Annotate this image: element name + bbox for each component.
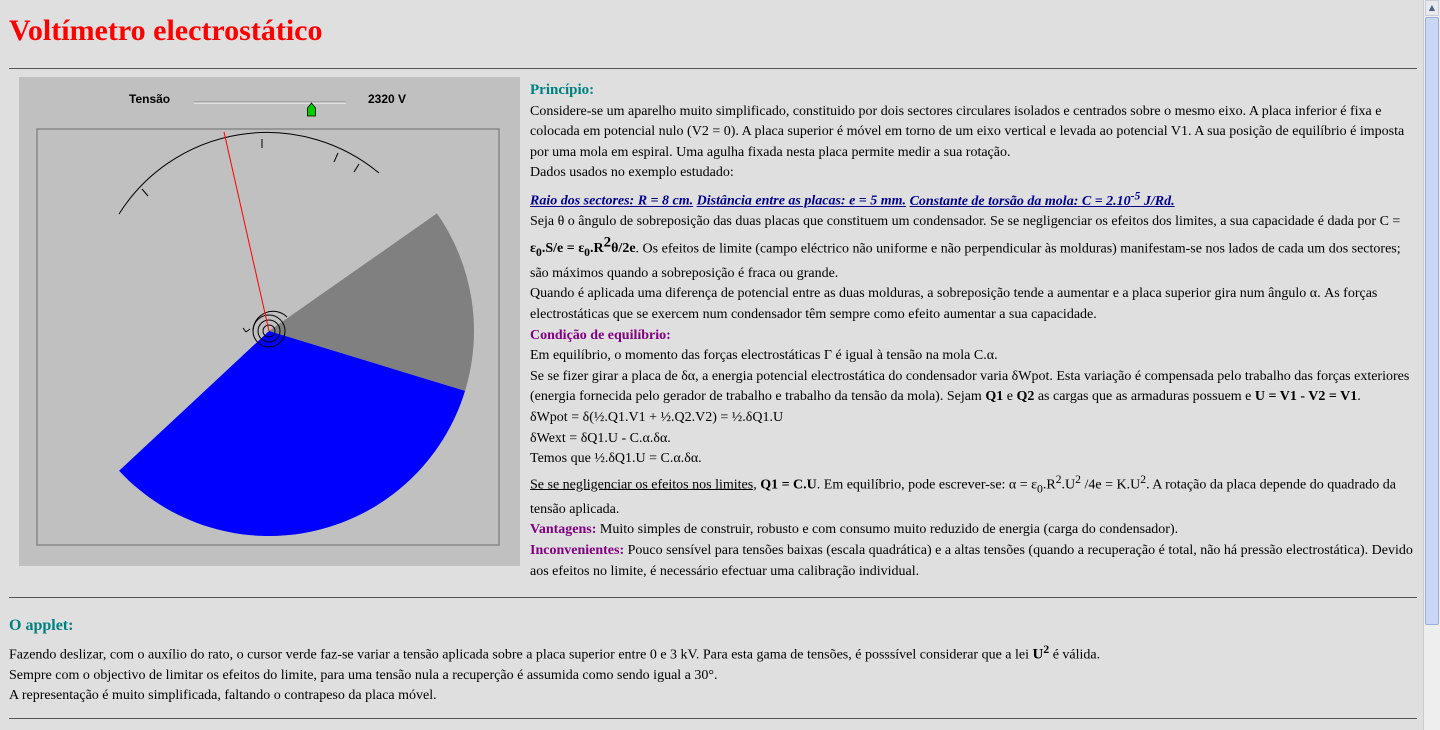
vertical-scrollbar[interactable] — [1423, 0, 1440, 730]
scroll-up-icon[interactable]: ▲ — [1425, 0, 1439, 16]
equation-3: Temos que ½.δQ1.U = C.α.δα. — [530, 451, 702, 467]
equilibrium-heading: Condição de equilíbrio: — [530, 327, 671, 343]
principle-p1: Considere-se um aparelho muito simplificado, constituido por dois sectores circulares isolados e centrados sobre o mesmo eixo. A placa inferior é fixa e colocada em potencial nulo (V2 = 0). A placa superior é móvel em torno de um eixo vertical e levada ao potencial V1. A sua posição de equilíbrio é imposta por uma mola em espiral. Uma agulha fixada nesta placa permite medir a sua rotação. — [530, 103, 1405, 160]
applet-canvas — [19, 77, 520, 566]
applet-section — [9, 616, 1414, 707]
tension-label: Tensão — [129, 92, 171, 106]
data-torsion: Constante de torsão da mola: $C = 2.10^{-5}$ J/Rd. — [909, 188, 1175, 209]
advantages: Vantagens: Muito simples de construir, robusto e com consumo muito reduzido de energia (carga do condensador). — [530, 522, 1179, 538]
applet-p1: Fazendo deslizar, com o auxílio do rato, o cursor verde faz-se variar a tensão aplicada sobre a placa superior entre 0 e 3 kV. Para esta gama de tensões, é posssível considerar que a lei $U^2$ é válida. — [9, 642, 1101, 663]
page-title: Voltímetro electrostático — [9, 14, 323, 47]
data-line — [530, 186, 1415, 212]
data-radius: Raio dos sectores: R = 8 cm. — [530, 193, 694, 209]
divider-bottom — [9, 718, 1417, 719]
principle-p4: Quando é aplicada uma diferença de potencial entre as duas molduras, a sobreposição tende a aumentar e a placa superior gira num ângulo α. As forças electrostáticas que se exercem num condensador têm sempre como efeito aumentar a sua capacidade. — [530, 286, 1378, 323]
applet-p2: Sempre com o objectivo de limitar os efeitos do limite, para uma tensão nula a recuperção é assumida como sendo igual a 30°. — [9, 667, 718, 683]
principle-heading: Princípio: — [530, 82, 595, 98]
voltmeter-applet[interactable] — [19, 77, 520, 566]
principle-p3: Seja θ o ângulo de sobreposição das duas placas que constituem um condensador. Se se negligenciar os efeitos dos limites, a sua capacidade é dada por $C = \varepsilon_0.S/e = \varepsilon_0.R^2\theta/2e$. Os efeitos de limite (campo eléctrico não uniforme e não perpendicular às molduras) manifestam-se nos lados de cada um dos sectores; são máximos quando a sobreposição é fraca ou grande. — [530, 214, 1401, 281]
applet-p3: A representação é muito simplificada, faltando o contrapeso da placa móvel. — [9, 688, 437, 704]
divider-top — [9, 68, 1417, 69]
scrollbar-thumb[interactable] — [1425, 17, 1439, 625]
equilibrium-p3: Se se negligenciar os efeitos nos limites, Q1 = C.U. Em equilíbrio, pode escrever-se: $\alpha = \varepsilon_0.R^2.U^2$ $/4e = K.U^2$. A rotação da placa depende do quadrado da tensão aplicada. — [530, 472, 1397, 517]
principle-text — [530, 80, 1415, 582]
equilibrium-p2: Se se fizer girar a placa de δα, a energia potencial electrostática do condensador varia δWpot. Esta variação é compensada pelo trabalho das forças exteriores (energia fornecida pelo gerador de trabalho e trabalho da tensão da mola). Sejam Q1 e Q2 as cargas que as armaduras possuem e U = V1 - V2 = V1. — [530, 368, 1410, 405]
equilibrium-p1: Em equilíbrio, o momento das forças electrostáticas Γ é igual à tensão na mola C.α. — [530, 348, 998, 364]
tension-value: 2320 V — [368, 92, 407, 106]
divider-middle — [9, 597, 1417, 598]
data-distance: Distância entre as placas: e = 5 mm. — [696, 193, 907, 209]
disadvantages: Inconvenientes: Pouco sensível para tensões baixas (escala quadrática) e a altas tensões (quando a recuperação é total, não há pressão electrostática). Devido aos efeitos no limite, é necessário efectuar uma calibração individual. — [530, 543, 1413, 579]
equation-2: δWext = δQ1.U - C.α.δα. — [530, 430, 671, 446]
equation-1: δWpot = δ(½.Q1.V1 + ½.Q2.V2) = ½.δQ1.U — [530, 410, 784, 426]
applet-heading: O applet: — [9, 617, 74, 634]
slider-knob[interactable] — [307, 103, 315, 116]
principle-p2: Dados usados no exemplo estudado: — [530, 165, 734, 181]
